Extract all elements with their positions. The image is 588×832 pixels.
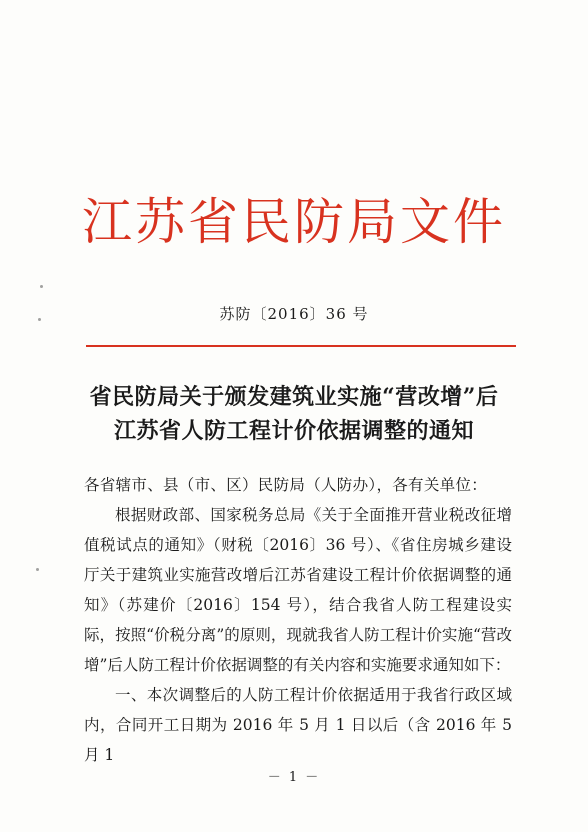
document-header-title: 江苏省民防局文件 <box>82 193 506 251</box>
red-divider-line <box>86 345 516 347</box>
body-paragraph-1: 根据财政部、国家税务总局《关于全面推开营业税改征增值税试点的通知》（财税〔2016〕36 号）、《省住房城乡建设厅关于建筑业实施营改增后江苏省建设工程计价依据调整的通知》（苏建价〔2016〕154 号），结合我省人防工程建设实际，按照“价税分离”的原则，现就我省人防工程计价实施“营改增”后人防工程计价依据调整的有关内容和实施要求通知如下： <box>84 506 512 674</box>
notice-title-line-1: 省民防局关于颁发建筑业实施“营改增”后 <box>89 384 499 410</box>
scan-speck <box>36 568 39 571</box>
document-number: 苏防〔2016〕36 号 <box>219 305 369 323</box>
scan-speck <box>38 318 41 321</box>
body-paragraph-2: 一、本次调整后的人防工程计价依据适用于我省行政区域内，合同开工日期为 2016 年 5 月 1 日以后（含 2016 年 5 月 1 <box>84 686 512 764</box>
notice-title <box>70 380 518 448</box>
notice-title-line-2: 江苏省人防工程计价依据调整的通知 <box>113 418 474 444</box>
page-number: － 1 － <box>267 770 321 785</box>
notice-body <box>84 470 512 770</box>
addressee-line: 各省辖市、县（市、区）民防局（人防办），各有关单位： <box>84 476 488 494</box>
scan-speck <box>40 285 43 288</box>
